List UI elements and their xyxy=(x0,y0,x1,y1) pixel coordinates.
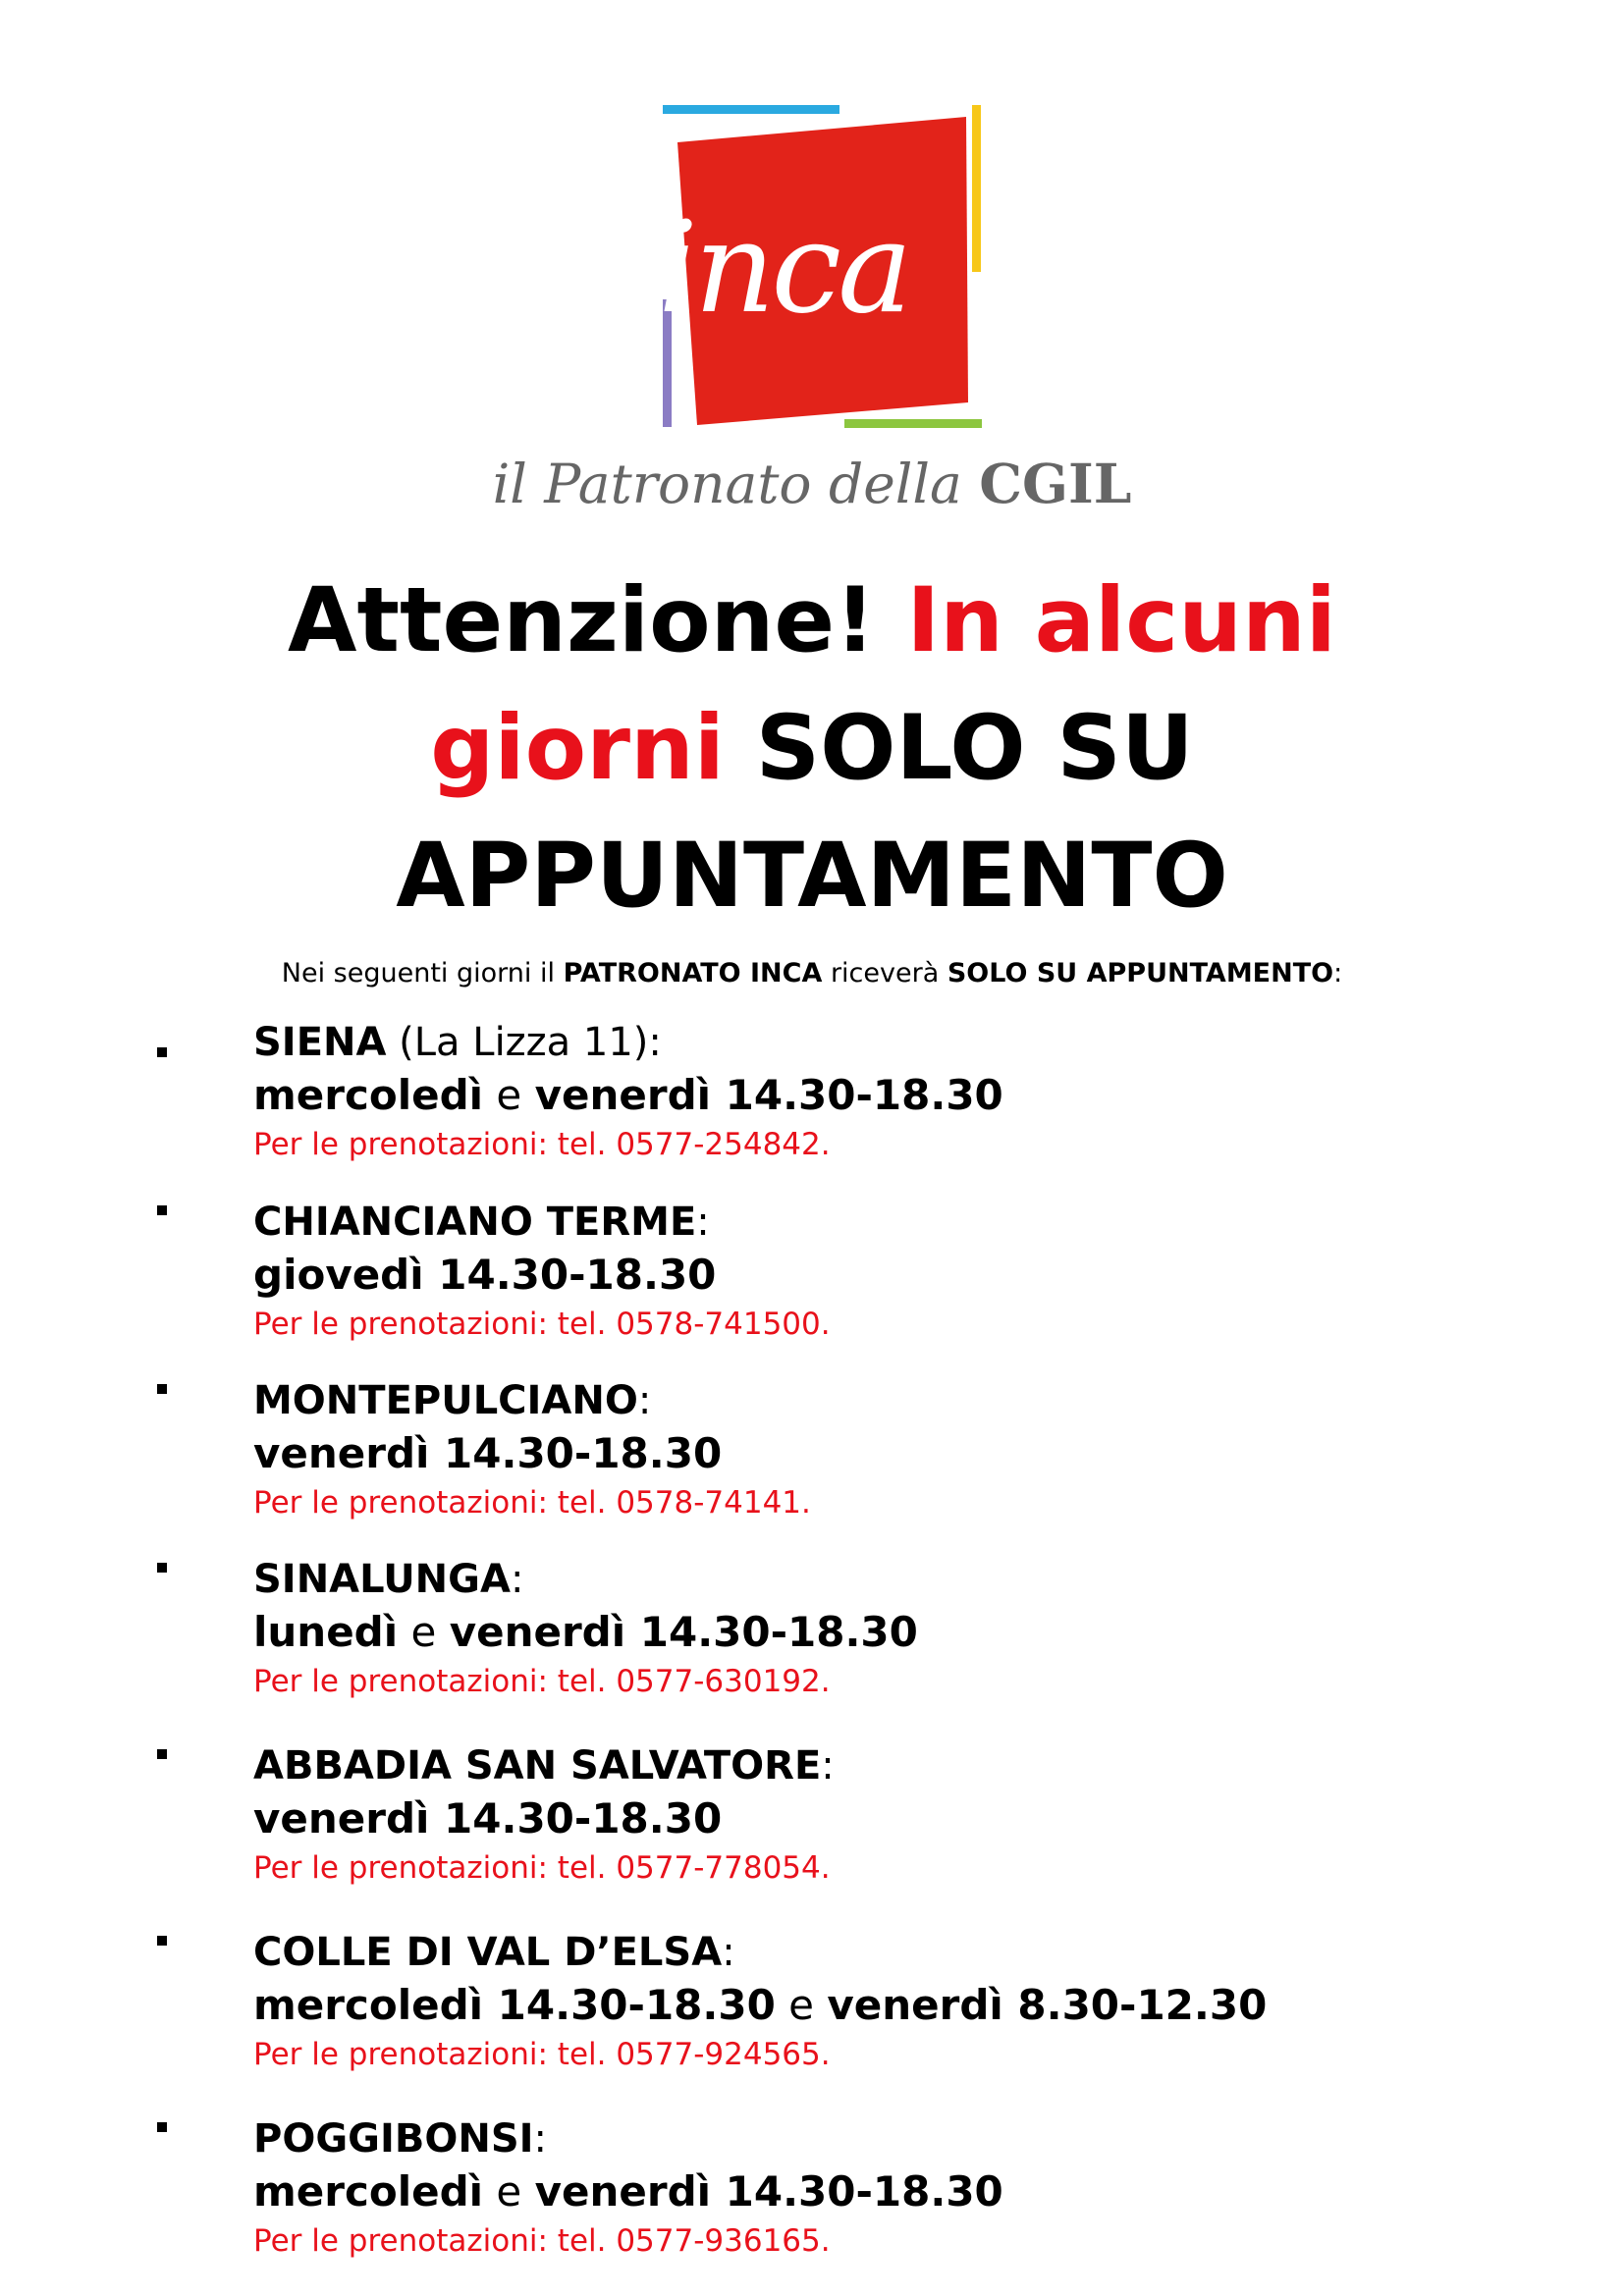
city-line xyxy=(253,1739,1530,1792)
list-item-montepulciano xyxy=(253,1374,1530,1525)
intro-t3: : xyxy=(1333,958,1343,988)
bullet-icon xyxy=(157,1205,167,1215)
city-line xyxy=(253,1553,1530,1606)
bullet-icon xyxy=(157,1749,167,1759)
city-name: MONTEPULCIANO xyxy=(253,1378,638,1423)
hours-part-1: venerdì 14.30-18.30 xyxy=(253,1429,723,1477)
city-name: SIENA xyxy=(253,1020,387,1065)
intro-text xyxy=(0,954,1624,993)
headline xyxy=(0,558,1624,940)
booking-line: Per le prenotazioni: tel. 0577-254842. xyxy=(253,1127,831,1162)
headline-part-1: Attenzione! xyxy=(288,569,907,672)
booking-line: Per le prenotazioni: tel. 0578-741500. xyxy=(253,1307,831,1342)
city-line xyxy=(253,2112,1530,2165)
bullet-icon xyxy=(157,1563,167,1573)
hours-part-1: giovedì 14.30-18.30 xyxy=(253,1251,717,1299)
hours-part-1: mercoledì xyxy=(253,2167,484,2216)
bullet-icon xyxy=(157,1384,167,1394)
list-item-sinalunga xyxy=(253,1553,1530,1704)
city-line xyxy=(253,1374,1530,1427)
tagline-prefix: il Patronato della xyxy=(492,453,980,515)
booking-line: Per le prenotazioni: tel. 0577-778054. xyxy=(253,1850,831,1886)
city-suffix: : xyxy=(510,1557,524,1602)
hours-part-3: venerdì 14.30-18.30 xyxy=(534,1071,1003,1119)
city-line xyxy=(253,1196,1530,1249)
hours-part-1: mercoledì xyxy=(253,1071,484,1119)
city-suffix: : xyxy=(533,2116,548,2162)
hours-line xyxy=(253,1792,1530,1845)
booking-line: Per le prenotazioni: tel. 0577-630192. xyxy=(253,1664,831,1699)
intro-t2: riceverà xyxy=(822,958,947,988)
bullet-icon xyxy=(157,1047,167,1057)
logo-yellow-bar xyxy=(972,105,981,272)
hours-part-2: e xyxy=(483,2167,535,2216)
hours-part-2: e xyxy=(775,1981,828,2029)
city-name: POGGIBONSI xyxy=(253,2116,534,2162)
hours-part-3: venerdì 14.30-18.30 xyxy=(449,1608,918,1656)
hours-part-1: lunedì xyxy=(253,1608,399,1656)
logo-tagline xyxy=(0,450,1624,518)
headline-line-2 xyxy=(0,685,1624,813)
logo-blue-bar xyxy=(663,105,839,114)
city-suffix: : xyxy=(696,1200,710,1245)
headline-line-3 xyxy=(0,813,1624,940)
headline-line-1 xyxy=(0,558,1624,685)
city-suffix: (La Lizza 11): xyxy=(386,1020,662,1065)
list-item-chianciano xyxy=(253,1196,1530,1347)
hours-line xyxy=(253,1249,1530,1302)
list-item-poggibonsi xyxy=(253,2112,1530,2264)
inca-logo xyxy=(658,103,992,437)
intro-b1: PATRONATO INCA xyxy=(563,958,823,988)
logo-green-bar xyxy=(844,419,982,428)
headline-part-3: giorni xyxy=(430,697,725,800)
city-name: SINALUNGA xyxy=(253,1557,511,1602)
hours-part-3: venerdì 8.30-12.30 xyxy=(827,1981,1268,2029)
headline-part-5: APPUNTAMENTO xyxy=(396,825,1228,928)
logo-text: inca xyxy=(658,195,909,342)
bullet-icon xyxy=(157,2122,167,2132)
booking-line: Per le prenotazioni: tel. 0577-936165. xyxy=(253,2223,831,2259)
list-item-siena xyxy=(253,1016,1530,1167)
city-name: CHIANCIANO TERME xyxy=(253,1200,697,1245)
hours-part-2: e xyxy=(398,1608,450,1656)
city-suffix: : xyxy=(821,1743,835,1789)
booking-line: Per le prenotazioni: tel. 0578-74141. xyxy=(253,1485,811,1521)
tagline-strong: CGIL xyxy=(979,452,1132,515)
list-item-abbadia xyxy=(253,1739,1530,1891)
hours-part-1: mercoledì 14.30-18.30 xyxy=(253,1981,776,2029)
headline-part-4: SOLO SU xyxy=(724,697,1194,800)
hours-part-2: e xyxy=(483,1071,535,1119)
intro-b2: SOLO SU APPUNTAMENTO xyxy=(947,958,1334,988)
hours-line xyxy=(253,1606,1530,1659)
city-suffix: : xyxy=(637,1378,652,1423)
intro-t1: Nei seguenti giorni il xyxy=(281,958,564,988)
hours-part-1: venerdì 14.30-18.30 xyxy=(253,1794,723,1842)
list-item-colle xyxy=(253,1926,1530,2077)
bullet-icon xyxy=(157,1936,167,1946)
city-line xyxy=(253,1016,1530,1069)
city-suffix: : xyxy=(722,1930,735,1975)
city-name: ABBADIA SAN SALVATORE xyxy=(253,1743,822,1789)
hours-line xyxy=(253,1427,1530,1480)
hours-line xyxy=(253,2165,1530,2218)
booking-line: Per le prenotazioni: tel. 0577-924565. xyxy=(253,2037,831,2072)
hours-part-3: venerdì 14.30-18.30 xyxy=(534,2167,1003,2216)
hours-line xyxy=(253,1069,1530,1122)
headline-part-2: In alcuni xyxy=(906,569,1336,672)
city-line xyxy=(253,1926,1530,1979)
city-name: COLLE DI VAL D’ELSA xyxy=(253,1930,723,1975)
hours-line xyxy=(253,1979,1530,2032)
